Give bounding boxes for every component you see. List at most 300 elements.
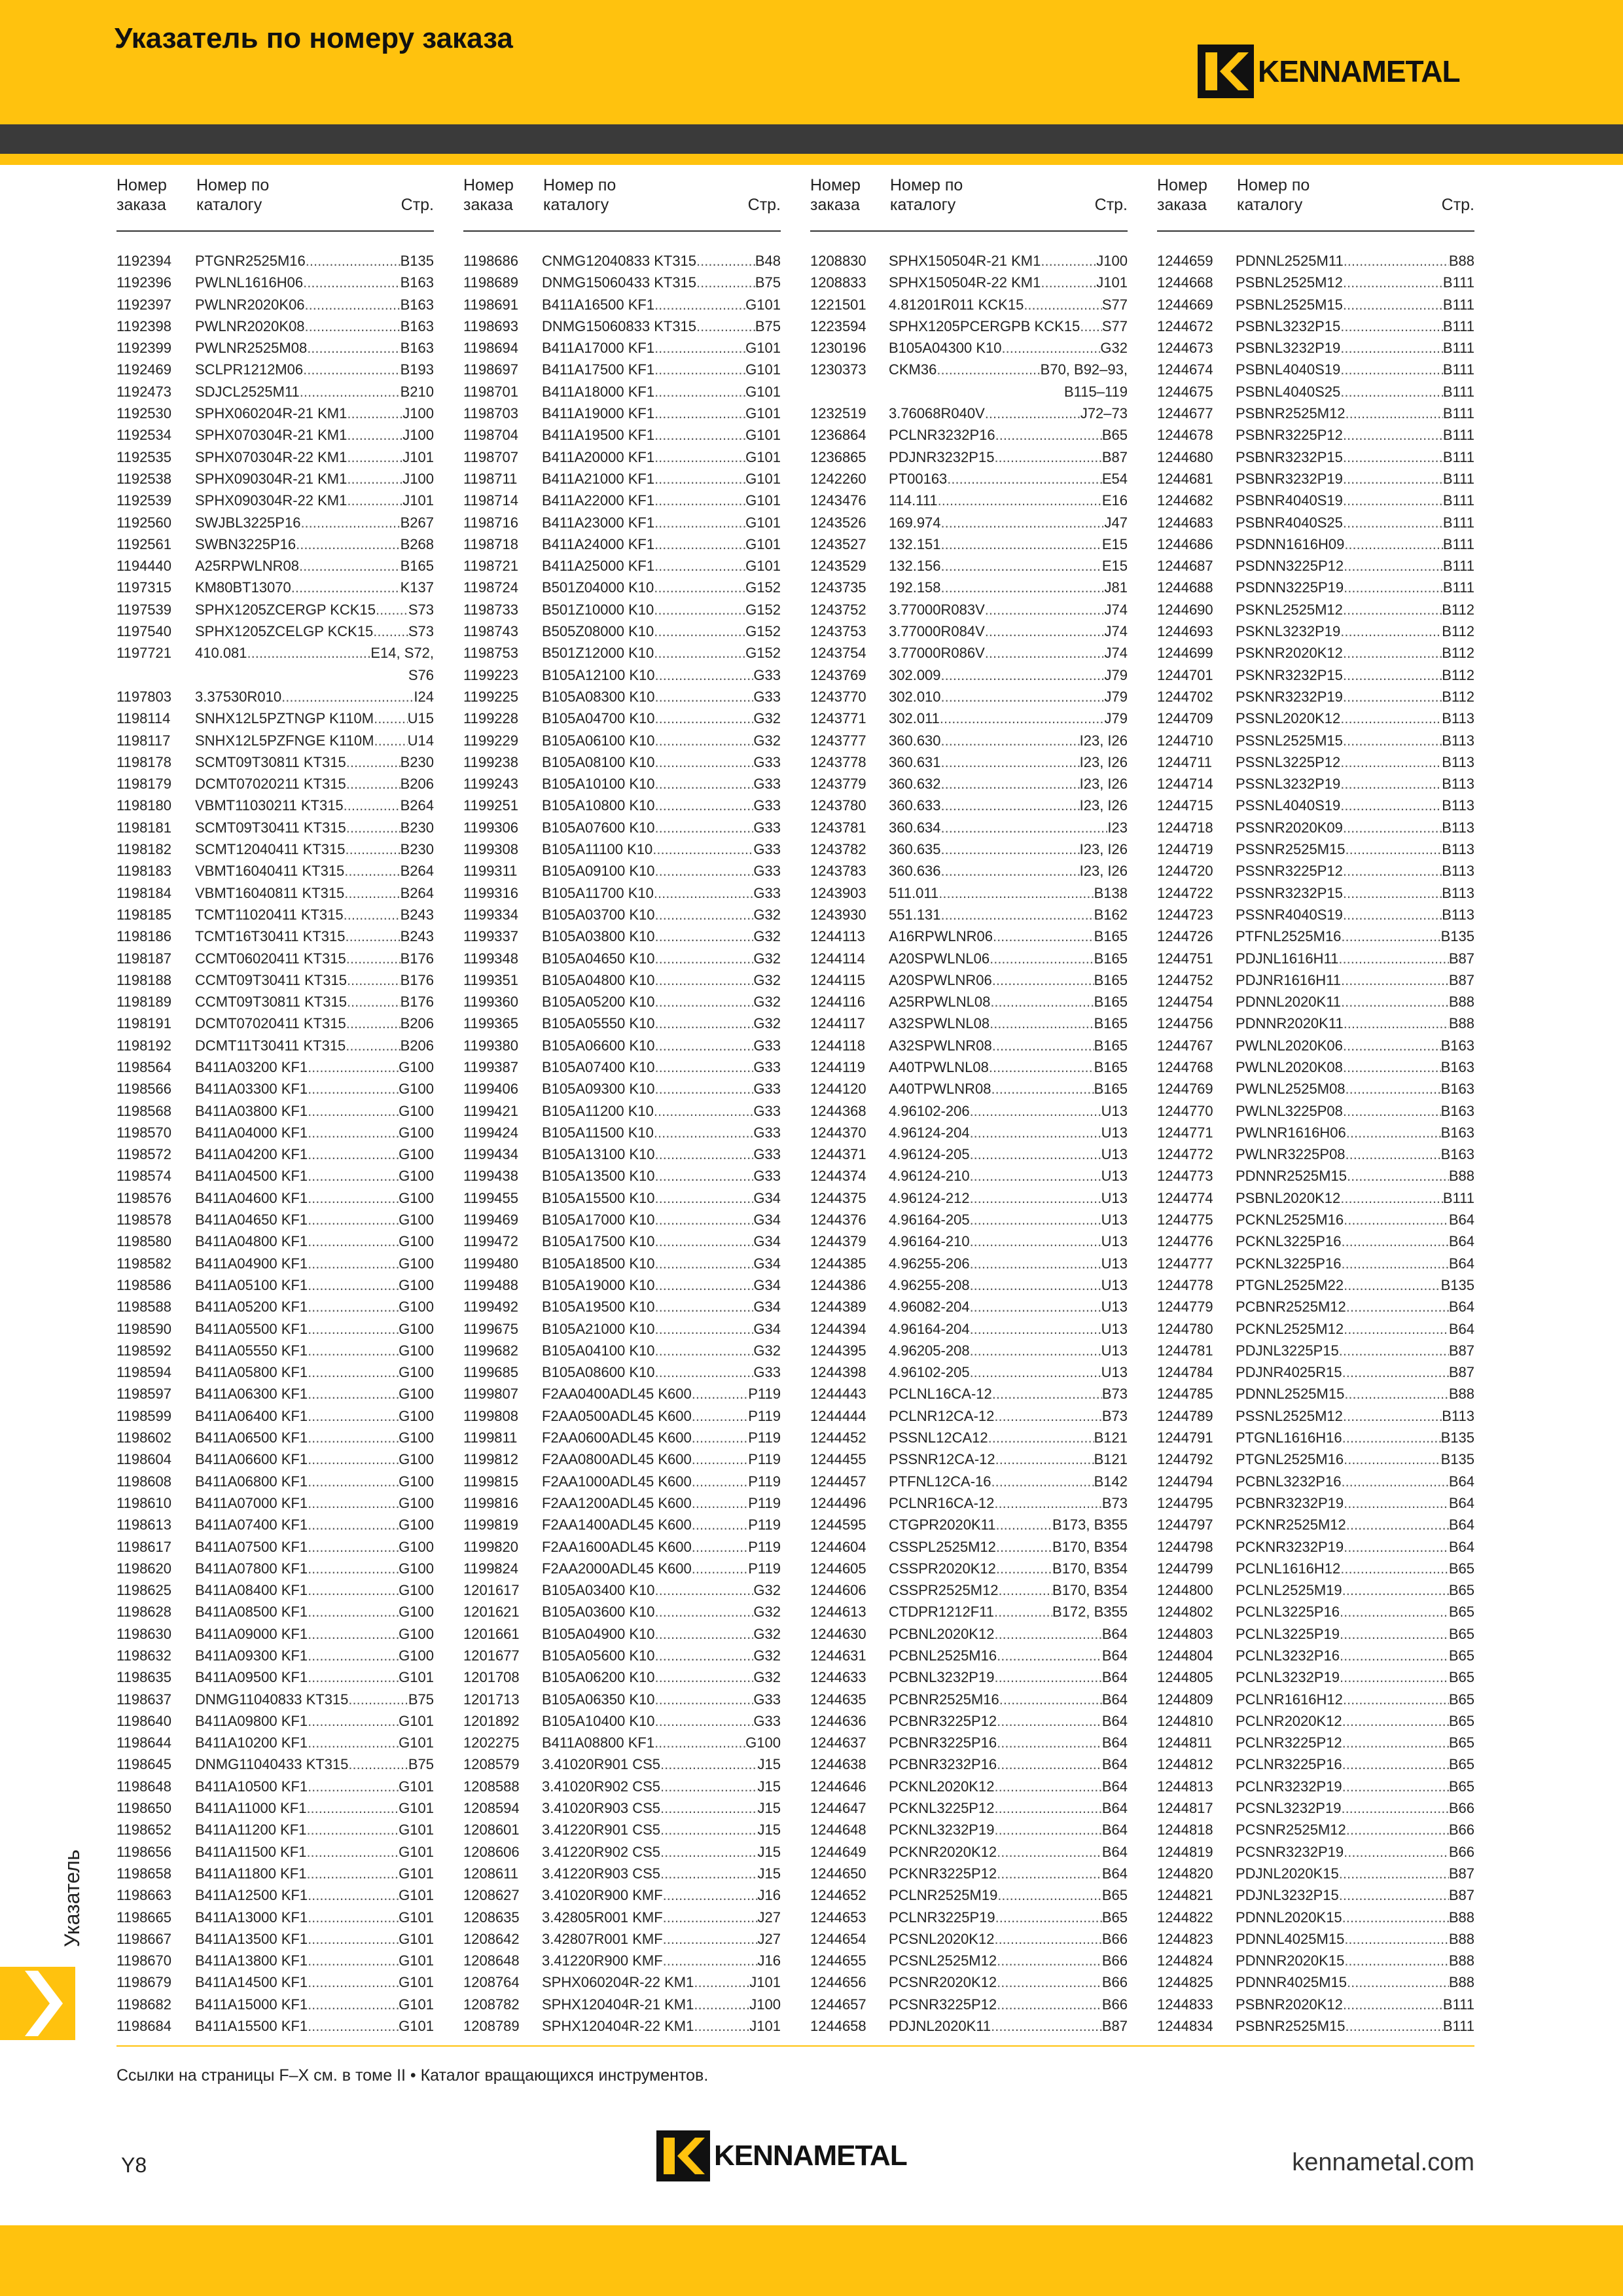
index-row — [116, 730, 434, 751]
page-reference: P119 — [748, 1560, 781, 1577]
catalog-number: PCKNR3225P12 — [889, 1865, 997, 1882]
catalog-number: 4.96164-210 — [889, 1233, 970, 1250]
index-row — [810, 1907, 1128, 1928]
index-row — [1157, 817, 1474, 838]
index-row — [116, 860, 434, 882]
catalog-number: B105A04700 K10 — [542, 710, 655, 727]
page-reference: B112 — [1442, 623, 1474, 640]
catalog-number: PCKNR2020K12 — [889, 1843, 997, 1860]
dot-leader — [970, 1340, 1101, 1361]
catalog-number: 360.635 — [889, 841, 941, 858]
index-row — [810, 1274, 1128, 1296]
dot-leader — [991, 2015, 1102, 2037]
index-row — [1157, 1950, 1474, 1971]
page-reference: B88 — [1448, 1386, 1474, 1403]
index-column-1 — [116, 171, 434, 2037]
index-row — [810, 1056, 1128, 1078]
catalog-number: PDJNL3232P15 — [1236, 1887, 1339, 1904]
catalog-number: SPHX060204R-21 KM1 — [195, 405, 348, 422]
footer-band — [0, 2225, 1623, 2296]
page-reference: U13 — [1101, 1342, 1128, 1359]
page-reference: B73 — [1101, 1407, 1128, 1424]
dot-leader — [941, 533, 1102, 555]
page-reference: S73 — [408, 623, 434, 640]
dot-leader — [655, 795, 754, 816]
page-reference: G100 — [399, 1342, 434, 1359]
catalog-number: B105A06600 K10 — [542, 1037, 655, 1054]
page-reference: B66 — [1448, 1800, 1474, 1817]
index-row — [463, 1884, 781, 1906]
catalog-number: SWBN3225P16 — [195, 535, 296, 552]
dot-leader — [660, 1753, 757, 1775]
page-reference: G100 — [399, 1647, 434, 1664]
catalog-number: B411A03800 KF1 — [195, 1102, 308, 1119]
catalog-number: B105A03700 K10 — [542, 906, 655, 923]
catalog-number: B411A07000 KF1 — [195, 1494, 308, 1511]
catalog-number: PWLNL2020K08 — [1236, 1058, 1343, 1075]
index-row — [1157, 708, 1474, 729]
catalog-number: B105A09300 K10 — [542, 1081, 655, 1098]
dot-leader — [994, 1405, 1101, 1427]
header-catalog-line-2: каталогу — [196, 196, 262, 214]
dot-leader — [655, 1187, 754, 1209]
dot-leader — [655, 1056, 754, 1078]
page-reference: B65 — [1101, 427, 1128, 444]
index-row — [463, 1056, 781, 1078]
page-reference: B65 — [1101, 1909, 1128, 1926]
page-reference: B64 — [1448, 1255, 1474, 1272]
index-row — [1157, 1666, 1474, 1688]
index-row — [116, 1950, 434, 1971]
order-number: 1244370 — [810, 1124, 866, 1141]
page-reference: G100 — [399, 1081, 434, 1098]
order-number: 1244496 — [810, 1494, 866, 1511]
index-row — [116, 359, 434, 380]
index-row — [116, 1165, 434, 1187]
order-number: 1244605 — [810, 1560, 866, 1577]
order-number: 1221501 — [810, 296, 866, 313]
catalog-number: PDJNR3232P15 — [889, 448, 995, 465]
dot-leader — [654, 468, 745, 490]
page-reference: J81 — [1104, 579, 1128, 596]
index-row — [810, 642, 1128, 664]
dot-leader — [993, 925, 1094, 947]
catalog-number: 192.158 — [889, 579, 941, 596]
dot-leader — [997, 1753, 1102, 1775]
page-reference: G101 — [745, 492, 781, 509]
dot-leader — [1080, 315, 1102, 337]
dot-leader — [1346, 1514, 1449, 1535]
catalog-number: B411A04200 KF1 — [195, 1146, 308, 1163]
catalog-number: PSSNL2525M12 — [1236, 1407, 1343, 1424]
header-catalog-line-2: каталогу — [543, 196, 609, 214]
dot-leader — [655, 1666, 754, 1688]
index-row — [463, 969, 781, 991]
index-row — [116, 1536, 434, 1558]
dot-leader — [308, 1253, 399, 1274]
page-reference: B88 — [1448, 1168, 1474, 1185]
page-reference: B268 — [400, 535, 434, 552]
catalog-number: PSKNR3232P15 — [1236, 666, 1343, 683]
dot-leader — [1024, 294, 1102, 315]
order-number: 1199808 — [463, 1407, 519, 1424]
order-number: 1243753 — [810, 623, 866, 640]
order-number: 1244699 — [1157, 645, 1213, 662]
dot-leader — [941, 686, 1105, 708]
catalog-number: 360.630 — [889, 732, 941, 749]
catalog-number: PWLNL1616H06 — [195, 274, 304, 291]
index-row — [116, 512, 434, 533]
order-number: 1202275 — [463, 1734, 520, 1751]
page-reference: B64 — [1101, 1625, 1128, 1642]
order-number: 1198620 — [116, 1560, 172, 1577]
index-row — [116, 599, 434, 620]
index-row — [116, 686, 434, 708]
order-number: 1198714 — [463, 492, 519, 509]
index-row — [1157, 1907, 1474, 1928]
page-reference: B176 — [400, 971, 434, 988]
index-row — [810, 1841, 1128, 1863]
page-reference: G33 — [753, 688, 781, 705]
dot-leader — [345, 925, 400, 947]
catalog-number: PCLNL16CA-12 — [889, 1386, 992, 1403]
order-number: 1244116 — [810, 994, 866, 1011]
dot-leader — [344, 795, 401, 816]
dot-leader — [655, 1623, 754, 1645]
index-row — [1157, 686, 1474, 708]
order-number: 1199469 — [463, 1211, 519, 1229]
catalog-number: SDJCL2525M11 — [195, 383, 300, 400]
order-number: 1198181 — [116, 819, 172, 836]
page-reference: B64 — [1448, 1516, 1474, 1534]
dot-leader — [1340, 1645, 1449, 1666]
order-number: 1199824 — [463, 1560, 519, 1577]
order-number: 1198580 — [116, 1233, 172, 1250]
index-row — [463, 533, 781, 555]
dot-leader — [999, 1689, 1102, 1710]
dot-leader — [655, 1710, 754, 1732]
index-row — [810, 1427, 1128, 1448]
page-reference: B113 — [1442, 841, 1474, 858]
page-reference: J27 — [757, 1930, 781, 1947]
catalog-number: B505Z08000 K10 — [542, 623, 654, 640]
index-row — [810, 1645, 1128, 1666]
catalog-number: F2AA1200ADL45 K600 — [542, 1494, 692, 1511]
order-number: 1208606 — [463, 1843, 520, 1860]
page-reference: J74 — [1104, 601, 1128, 618]
dot-leader — [990, 991, 1094, 1013]
order-number: 1244809 — [1157, 1691, 1213, 1708]
index-row — [810, 359, 1128, 380]
page-reference: P119 — [748, 1451, 781, 1468]
index-row — [463, 795, 781, 816]
index-row — [810, 1035, 1128, 1056]
index-row — [116, 272, 434, 293]
index-row — [1157, 1579, 1474, 1601]
dot-leader — [696, 315, 755, 337]
page-reference: J100 — [1096, 253, 1128, 269]
dot-leader — [348, 1753, 408, 1775]
catalog-number: B411A17500 KF1 — [542, 361, 655, 378]
order-number: 1243526 — [810, 514, 866, 531]
page-reference: B163 — [1440, 1146, 1474, 1163]
dot-leader — [970, 1187, 1101, 1209]
order-number: 1192534 — [116, 427, 172, 444]
page-reference: S77 — [1101, 296, 1128, 313]
catalog-number: CCMT09T30811 KT315 — [195, 994, 347, 1011]
index-row — [463, 1165, 781, 1187]
page-reference: B111 — [1442, 317, 1474, 334]
order-number: 1199238 — [463, 753, 519, 770]
page-reference: B135 — [1440, 1276, 1474, 1293]
page-reference: B165 — [1094, 1081, 1128, 1098]
order-number: 1198628 — [116, 1604, 172, 1621]
page-reference: B165 — [1094, 971, 1128, 988]
header-page: Стр. — [401, 196, 434, 214]
order-number: 1244646 — [810, 1778, 866, 1795]
dot-leader — [992, 969, 1094, 991]
index-row — [1157, 337, 1474, 359]
catalog-number: PCBNR3232P16 — [889, 1756, 997, 1773]
catalog-number: PSSNR2020K09 — [1236, 819, 1343, 836]
page-reference: B111 — [1442, 492, 1474, 509]
catalog-number: B411A11500 KF1 — [195, 1843, 307, 1860]
dot-leader — [247, 642, 371, 664]
order-number: 1244834 — [1157, 2018, 1213, 2035]
header-order-line-1: Номер — [463, 176, 514, 194]
order-number: 1208642 — [463, 1930, 520, 1947]
index-row — [463, 838, 781, 860]
page-reference: G101 — [399, 1778, 434, 1795]
dot-leader — [308, 1296, 399, 1318]
index-row — [463, 359, 781, 380]
dot-leader — [654, 882, 754, 904]
page-reference: B64 — [1101, 1712, 1128, 1729]
dot-leader — [1340, 359, 1443, 380]
page-reference: E15 — [1101, 535, 1128, 552]
page-reference: P119 — [748, 1538, 781, 1555]
catalog-number: CNMG12040833 KT315 — [542, 253, 697, 269]
page-reference: B243 — [400, 906, 434, 923]
order-number: 1198604 — [116, 1451, 172, 1468]
website-link[interactable]: kennametal.com — [1292, 2149, 1474, 2176]
order-number: 1198679 — [116, 1974, 172, 1991]
dot-leader — [996, 1536, 1052, 1558]
page-reference: B65 — [1448, 1691, 1474, 1708]
order-number: 1198602 — [116, 1429, 172, 1446]
index-row — [810, 838, 1128, 860]
order-number: 1198184 — [116, 884, 172, 901]
index-row — [810, 403, 1128, 424]
page-reference: B113 — [1442, 906, 1474, 923]
catalog-number: PDNNL2525M15 — [1236, 1386, 1345, 1403]
order-number: 1192396 — [116, 274, 172, 291]
dot-leader — [995, 424, 1102, 446]
page-reference: B87 — [1101, 448, 1128, 465]
index-row — [1157, 1471, 1474, 1492]
order-number: 1198718 — [463, 535, 519, 552]
order-number: 1199225 — [463, 688, 519, 705]
order-number: 1208782 — [463, 1996, 520, 2013]
dot-leader — [1346, 1122, 1441, 1143]
dot-leader — [1344, 1383, 1449, 1405]
order-number: 1198179 — [116, 776, 172, 793]
page-reference: G33 — [753, 797, 781, 814]
catalog-number: PDNNR2020K11 — [1236, 1015, 1344, 1032]
dot-leader — [296, 533, 401, 555]
index-row — [810, 925, 1128, 947]
order-number: 1244792 — [1157, 1451, 1213, 1468]
order-number: 1199311 — [463, 863, 518, 880]
page-reference: G33 — [753, 1168, 781, 1185]
page-reference: B113 — [1442, 863, 1474, 880]
index-row — [1157, 664, 1474, 686]
page-reference: B115–119 — [1063, 383, 1128, 400]
page-reference: B87 — [1101, 2018, 1128, 2035]
order-number: 1192561 — [116, 535, 172, 552]
catalog-number: PCLNL3232P16 — [1236, 1647, 1340, 1664]
order-number: 1244823 — [1157, 1930, 1213, 1947]
index-row — [1157, 1035, 1474, 1056]
order-number: 1198117 — [116, 732, 171, 749]
index-row — [810, 1253, 1128, 1274]
order-number: 1244722 — [1157, 884, 1213, 901]
page-reference: G32 — [753, 1669, 781, 1686]
catalog-number: 4.96205-208 — [889, 1342, 970, 1359]
dot-leader — [660, 1863, 757, 1884]
page-reference: G101 — [399, 1843, 434, 1860]
catalog-number: PCBNL2020K12 — [889, 1625, 995, 1642]
catalog-number: 360.632 — [889, 776, 941, 793]
page-reference: B111 — [1442, 296, 1474, 313]
order-number: 1236864 — [810, 427, 866, 444]
dot-leader — [347, 446, 402, 468]
index-row — [463, 1558, 781, 1579]
page-reference: G101 — [745, 448, 781, 465]
page-reference: J100 — [749, 1996, 781, 2013]
dot-leader — [1343, 882, 1442, 904]
catalog-number: PSDNN3225P12 — [1236, 558, 1344, 575]
page-reference: G33 — [753, 884, 781, 901]
order-number: 1244818 — [1157, 1821, 1213, 1839]
page-reference: G101 — [745, 470, 781, 487]
page-reference: B87 — [1448, 950, 1474, 967]
brand-name: KENNAMETAL — [1258, 54, 1460, 88]
page-reference: U13 — [1101, 1320, 1128, 1337]
index-row — [116, 1623, 434, 1645]
dot-leader — [994, 1797, 1101, 1819]
index-row — [810, 882, 1128, 904]
catalog-number: 360.633 — [889, 797, 941, 814]
index-row — [810, 1100, 1128, 1122]
order-number: 1199424 — [463, 1124, 519, 1141]
dot-leader — [692, 1536, 749, 1558]
dot-leader — [941, 795, 1080, 816]
dot-leader — [308, 1710, 399, 1732]
order-number: 1232519 — [810, 405, 866, 422]
page-reference: G32 — [753, 928, 781, 945]
index-row — [810, 1797, 1128, 1819]
order-number: 1243778 — [810, 753, 866, 770]
index-row — [116, 795, 434, 816]
page-reference: G34 — [753, 1299, 781, 1316]
index-row — [810, 315, 1128, 337]
catalog-number: PDNNL2020K15 — [1236, 1909, 1342, 1926]
page-reference: B73 — [1101, 1494, 1128, 1511]
dot-leader — [1343, 294, 1443, 315]
index-row — [116, 446, 434, 468]
catalog-number: 169.974 — [889, 514, 941, 531]
catalog-number: B411A10500 KF1 — [195, 1778, 308, 1795]
order-number: 1199819 — [463, 1516, 519, 1534]
index-row — [1157, 620, 1474, 642]
dot-leader — [655, 991, 754, 1013]
index-row — [463, 1383, 781, 1405]
dot-leader — [347, 991, 401, 1013]
page-reference: B64 — [1101, 1669, 1128, 1686]
order-number: 1201617 — [463, 1582, 520, 1599]
dot-leader — [936, 359, 1040, 380]
dot-leader — [1340, 1558, 1449, 1579]
index-row — [1157, 1601, 1474, 1623]
page-reference: B165 — [1094, 1015, 1128, 1032]
index-row — [463, 751, 781, 773]
index-row — [1157, 555, 1474, 577]
order-number: 1244658 — [810, 2018, 866, 2035]
order-number: 1199308 — [463, 841, 519, 858]
catalog-number: PSKNL2525M12 — [1236, 601, 1343, 618]
page-reference: J74 — [1104, 623, 1128, 640]
dot-leader — [344, 860, 400, 882]
dot-leader — [941, 751, 1080, 773]
index-row — [1157, 1143, 1474, 1165]
dot-leader — [1340, 337, 1443, 359]
page-reference: B170, B354 — [1052, 1538, 1128, 1555]
index-row — [810, 948, 1128, 969]
page-title: Указатель по номеру заказа — [115, 22, 513, 54]
index-row — [810, 1122, 1128, 1143]
index-row — [810, 1187, 1128, 1209]
dot-leader — [1340, 620, 1442, 642]
index-row — [1157, 599, 1474, 620]
dot-leader — [1343, 446, 1443, 468]
page-reference: G152 — [745, 601, 781, 618]
index-row — [1157, 730, 1474, 751]
catalog-number: B501Z04000 K10 — [542, 579, 654, 596]
catalog-number: B105A11700 K10 — [542, 884, 654, 901]
dot-leader — [1343, 1056, 1441, 1078]
order-number: 1244791 — [1157, 1429, 1213, 1446]
index-row — [810, 337, 1128, 359]
page-reference: I23, I26 — [1079, 841, 1128, 858]
page-reference: J100 — [402, 427, 434, 444]
page-reference: B64 — [1448, 1320, 1474, 1337]
index-row — [463, 1405, 781, 1427]
catalog-number: PCKNR2525M12 — [1236, 1516, 1346, 1534]
catalog-number: 4.81201R011 KCK15 — [889, 296, 1024, 313]
index-row — [463, 468, 781, 490]
page-reference: B66 — [1101, 1996, 1128, 2013]
index-row — [116, 1013, 434, 1034]
order-number: 1199682 — [463, 1342, 519, 1359]
dot-leader — [663, 1950, 758, 1971]
dot-leader — [346, 1035, 400, 1056]
catalog-number: B411A20000 KF1 — [542, 448, 655, 465]
catalog-number: PSBNR3232P19 — [1236, 470, 1343, 487]
dot-leader — [655, 1035, 754, 1056]
dot-leader — [308, 1448, 399, 1470]
catalog-number: B411A08400 KF1 — [195, 1582, 308, 1599]
